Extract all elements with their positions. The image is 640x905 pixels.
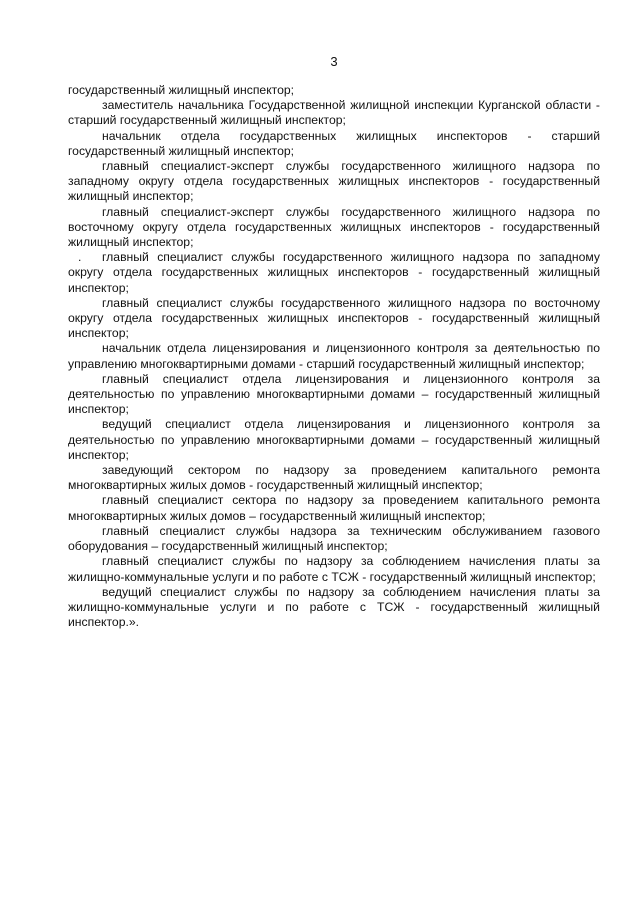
paragraph: начальник отдела государственных жилищных инспекторов - старший государственный жилищный инспектор; bbox=[68, 128, 600, 158]
page-number: 3 bbox=[330, 54, 338, 69]
paragraph: главный специалист службы государственного жилищного надзора по восточному округу отдела государственных жилищных инспекторов - государственный жилищный инспектор; bbox=[68, 295, 600, 341]
paragraph: главный специалист-эксперт службы государственного жилищного надзора по восточному округу отдела государственных жилищных инспекторов - государственный жилищный инспектор; bbox=[68, 204, 600, 250]
paragraph: начальник отдела лицензирования и лицензионного контроля за деятельностью по управлению многоквартирными домами - старший государственный жилищный инспектор; bbox=[68, 341, 600, 371]
paragraph: государственный жилищный инспектор; bbox=[68, 83, 295, 97]
document-body bbox=[68, 83, 600, 630]
paragraph-with-mark bbox=[68, 250, 600, 296]
paragraph: ведущий специалист службы по надзору за соблюдением начисления платы за жилищно-коммунальные услуги и по работе с ТСЖ - государственный жилищный инспектор.». bbox=[68, 584, 600, 630]
stray-mark: . bbox=[78, 250, 82, 265]
paragraph: главный специалист-эксперт службы государственного жилищного надзора по западному округу отдела государственных жилищных инспекторов - государственный жилищный инспектор; bbox=[68, 159, 600, 204]
paragraph-text: главный специалист службы государственного жилищного надзора по западному округу отдела государственных жилищных инспекторов - государственный жилищный инспектор; bbox=[68, 250, 600, 295]
paragraph: заместитель начальника Государственной жилищной инспекции Курганской области - старший государственный жилищный инспектор; bbox=[68, 98, 600, 128]
paragraph: главный специалист службы надзора за техническим обслуживанием газового оборудования – государственный жилищный инспектор; bbox=[68, 523, 600, 554]
paragraph: ведущий специалист отдела лицензирования и лицензионного контроля за деятельностью по управлению многоквартирными домами – государственный жилищный инспектор; bbox=[68, 417, 600, 462]
paragraph: главный специалист сектора по надзору за проведением капитального ремонта многоквартирных жилых домов – государственный жилищный инспектор; bbox=[68, 493, 600, 523]
paragraph: главный специалист отдела лицензирования и лицензионного контроля за деятельностью по управлению многоквартирными домами – государственный жилищный инспектор; bbox=[68, 371, 600, 417]
paragraph: главный специалист службы по надзору за соблюдением начисления платы за жилищно-коммунальные услуги и по работе с ТСЖ - государственный жилищный инспектор; bbox=[68, 554, 600, 584]
paragraph: заведующий сектором по надзору за проведением капитального ремонта многоквартирных жилых домов - государственный жилищный инспектор; bbox=[68, 463, 600, 493]
